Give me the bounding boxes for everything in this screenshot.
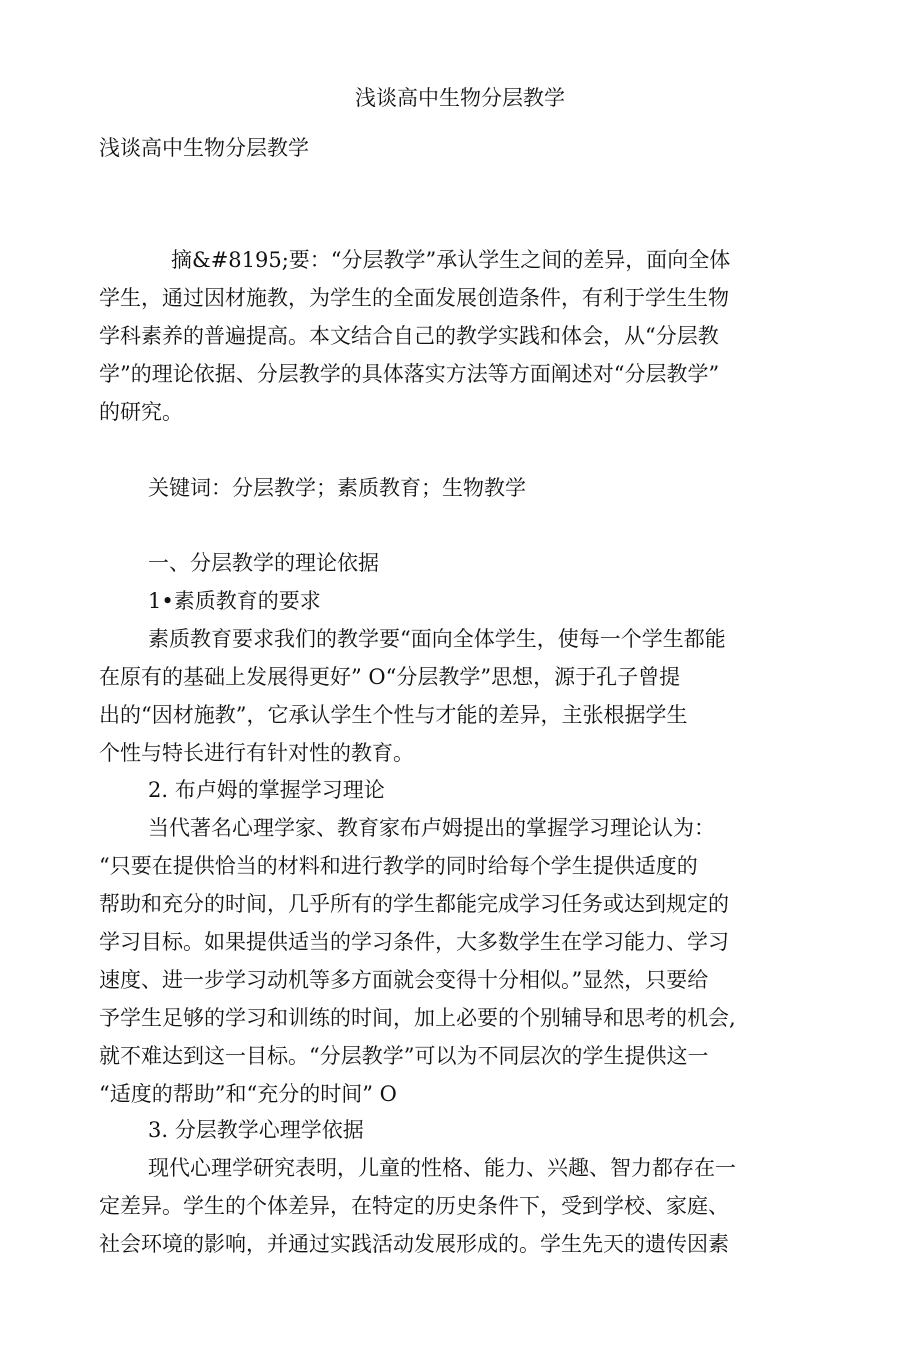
abstract-line: 学”的理论依据、分层教学的具体落实方法等方面阐述对“分层教学” [99, 362, 720, 386]
abstract-line: 学生，通过因材施教，为学生的全面发展创造条件，有利于学生生物 [99, 286, 729, 310]
paragraph-line: 当代著名心理学家、教育家布卢姆提出的掌握学习理论认为： [148, 816, 715, 840]
subsection-paragraph [99, 814, 736, 1118]
subsection-heading: 2. 布卢姆的掌握学习理论 [148, 778, 385, 802]
paragraph-line: 现代心理学研究表明，儿童的性格、能力、兴趣、智力都存在一 [148, 1156, 736, 1180]
abstract-line: 摘&#8195;要：“分层教学”承认学生之间的差异，面向全体 [171, 248, 731, 272]
paragraph-line: 速度、进一步学习动机等多方面就会变得十分相似。”显然，只要给 [99, 968, 709, 992]
document-subtitle: 浅谈高中生物分层教学 [99, 136, 309, 160]
paragraph-line: 就不难达到这一目标。“分层教学”可以为不同层次的学生提供这一 [99, 1044, 709, 1068]
paragraph-line: 帮助和充分的时间，几乎所有的学生都能完成学习任务或达到规定的 [99, 892, 729, 916]
subsection-paragraph [99, 625, 726, 777]
paragraph-line: 在原有的基础上发展得更好” O“分层教学”思想，源于孔子曾提 [99, 665, 681, 689]
keywords: 关键词：分层教学；素质教育；生物教学 [148, 476, 526, 500]
abstract-line: 学科素养的普遍提高。本文结合自己的教学实践和体会，从“分层教 [99, 324, 719, 348]
subsection-heading: 1•素质教育的要求 [148, 589, 321, 613]
paragraph-line: 个性与特长进行有针对性的教育。 [99, 741, 414, 765]
paragraph-line: 出的“因材施教”，它承认学生个性与才能的差异，主张根据学生 [99, 703, 688, 727]
abstract-line: 的研究。 [99, 400, 183, 424]
subsection-paragraph [99, 1154, 736, 1268]
paragraph-line: 素质教育要求我们的教学要“面向全体学生，使每一个学生都能 [148, 627, 726, 651]
paragraph-line: “适度的帮助”和“充分的时间” O [99, 1082, 397, 1106]
paragraph-line: 予学生足够的学习和训练的时间，加上必要的个别辅导和思考的机会, [99, 1006, 736, 1030]
subsection-heading: 3. 分层教学心理学依据 [148, 1118, 364, 1142]
paragraph-line: “只要在提供恰当的材料和进行教学的同时给每个学生提供适度的 [99, 854, 698, 878]
paragraph-line: 学习目标。如果提供适当的学习条件，大多数学生在学习能力、学习 [99, 930, 729, 954]
paragraph-line: 定差异。学生的个体差异，在特定的历史条件下，受到学校、家庭、 [99, 1194, 729, 1218]
section-heading: 一、分层教学的理论依据 [148, 551, 379, 575]
abstract-paragraph [99, 246, 730, 436]
document-title: 浅谈高中生物分层教学 [355, 86, 565, 110]
paragraph-line: 社会环境的影响，并通过实践活动发展形成的。学生先天的遗传因素 [99, 1232, 729, 1256]
